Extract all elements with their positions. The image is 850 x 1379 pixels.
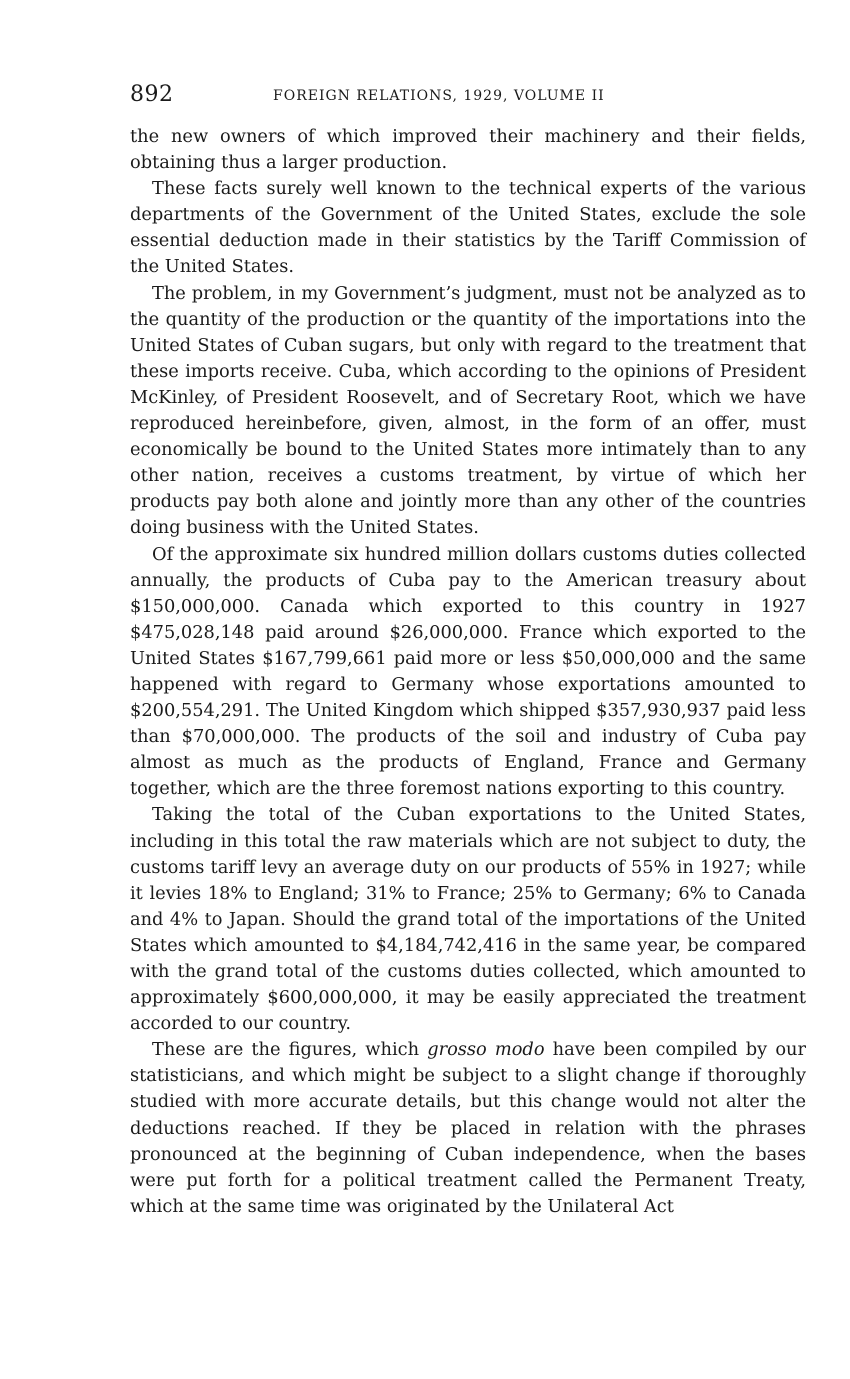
running-title: FOREIGN RELATIONS, 1929, VOLUME II [273, 88, 605, 104]
paragraph-continued: the new owners of which improved their machinery and their fields, obtaining thus a larger production. [130, 126, 806, 174]
paragraph-figures-end: have been compiled by our statisticians, and which might be subject to a slight change if thoroughly studied with more accurate details, but this change would not alter the deductions reached. If they be placed in relation with the phrases pronounced at the beginning of Cuban independence, when the bases were put forth for a political treatment called the Permanent Treaty, which at the same time was originated by the Unilateral Act [130, 1039, 806, 1217]
italic-phrase-grosso-modo: grosso modo [427, 1039, 545, 1061]
paragraph-figures-start: These are the figures, which [152, 1039, 428, 1061]
page-header [130, 82, 806, 116]
paragraph-technical-experts: These facts surely well known to the technical experts of the various departments of the Government of the United States, exclude the sole essential deduction made in their statistics by the Tariff Commission of the United States. [130, 178, 806, 278]
document-page [130, 82, 806, 1220]
page-number: 892 [130, 82, 174, 107]
paragraph-cuban-exportations: Taking the total of the Cuban exportations to the United States, including in this total the raw materials which are not subject to duty, the customs tariff levy an average duty on our products of 55% in 1927; while it levies 18% to England; 31% to France; 25% to Germany; 6% to Canada and 4% to Japan. Should the grand total of the importations of the United States which amounted to $4,184,742,416 in the same year, be compared with the grand total of the customs duties collected, which amounted to approximately $600,000,000, it may be easily appreciated the treatment accorded to our country. [130, 804, 806, 1035]
paragraph-treatment-problem: The problem, in my Government’s judgment, must not be analyzed as to the quantity of the production or the quantity of the importations into the United States of Cuban sugars, but only with regard to the treatment that these imports receive. Cuba, which according to the opinions of President McKinley, of President Roosevelt, and of Secretary Root, which we have reproduced hereinbefore, given, almost, in the form of an offer, must economically be bound to the United States more intimately than to any other nation, receives a customs treatment, by virtue of which her products pay both alone and jointly more than any other of the countries doing business with the United States. [130, 282, 806, 539]
paragraph-figures [130, 1037, 806, 1220]
paragraph-customs-duties: Of the approximate six hundred million dollars customs duties collected annually, the products of Cuba pay to the American treasury about $150,000,000. Canada which exported to this country in 1927 $475,028,148 paid around $26,000,000. France which exported to the United States $167,799,661 paid more or less $50,000,000 and the same happened with regard to Germany whose exportations amounted to $200,554,291. The United Kingdom which shipped $357,930,937 paid less than $70,000,000. The products of the soil and industry of Cuba pay almost as much as the products of England, France and Germany together, which are the three foremost nations exporting to this country. [130, 543, 806, 800]
body-text [130, 124, 806, 1220]
